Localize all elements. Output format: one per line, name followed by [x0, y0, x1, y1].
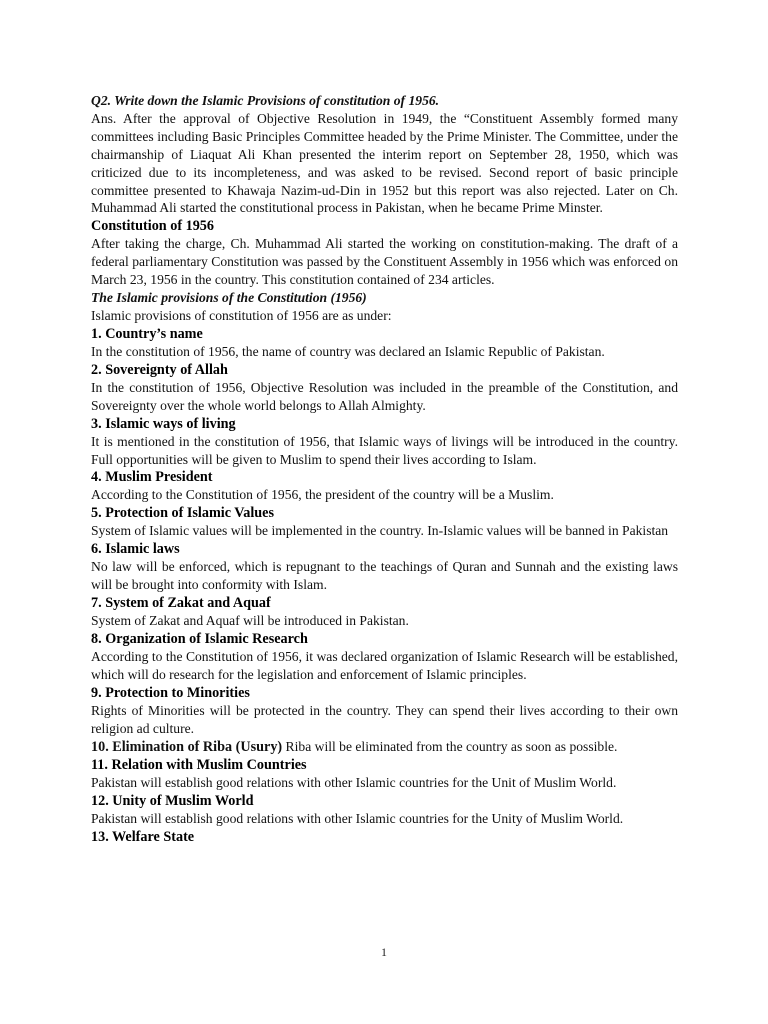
welfare-heading: 13. Welfare State [91, 829, 195, 846]
provisions-intro: Islamic provisions of constitution of 1956 are as under: [91, 307, 392, 323]
provision-text: According to the Constitution of 1956, the president of the country will be a Muslim. [91, 487, 554, 503]
provision-text: Rights of Minorities will be protected in the country. They can spend their lives according to their own religion ad culture. [91, 702, 678, 736]
provision-text: In the constitution of 1956, Objective Resolution was included in the preamble of the Constitution, and Sovereignty over the whole world belongs to Allah Almighty. [91, 379, 678, 413]
provision-text: According to the Constitution of 1956, it was declared organization of Islamic Research will be established, which will do research for the legislation and enforcement of Islamic principles. [91, 648, 678, 682]
provision-text: It is mentioned in the constitution of 1956, that Islamic ways of livings will be introduced in the country. Full opportunities will be given to Muslim to spend their lives according to Islam. [91, 433, 678, 467]
question-title: Q2. Write down the Islamic Provisions of constitution of 1956. [91, 93, 440, 108]
provision-text: System of Zakat and Aquaf will be introduced in Pakistan. [91, 613, 409, 629]
answer-intro-paragraph: Ans. After the approval of Objective Resolution in 1949, the “Constituent Assembly formed many committees including Basic Principles Committee headed by the Prime Minister. The Committee, under the chairmanship of Liaquat Ali Khan presented the interim report on September 28, 1950, which was criticized due to its incompleteness, and was asked to be revised. Second report of basic principle committee presented to Khawaja Nazim-ud-Din in 1952 but this report was also rejected. Later on Ch. Muhammad Ali started the constitutional process in Pakistan, when he became Prime Minster. [91, 110, 678, 216]
riba-paragraph [91, 738, 678, 757]
provision-text: Pakistan will establish good relations with other Islamic countries for the Unit of Muslim World. [91, 775, 617, 791]
document-body [91, 92, 678, 846]
provision-text: In the constitution of 1956, the name of country was declared an Islamic Republic of Pakistan. [91, 343, 605, 359]
provision-heading: 12. Unity of Muslim World [91, 793, 254, 810]
provisions-heading: The Islamic provisions of the Constitution (1956) [91, 290, 367, 306]
provision-heading: 8. Organization of Islamic Research [91, 630, 308, 647]
provision-text: Pakistan will establish good relations with other Islamic countries for the Unity of Muslim World. [91, 811, 624, 827]
provision-text: System of Islamic values will be implemented in the country. In-Islamic values will be banned in Pakistan [91, 523, 669, 539]
provision-heading: 3. Islamic ways of living [91, 415, 236, 432]
provision-heading: 7. System of Zakat and Aquaf [91, 595, 271, 612]
page-number: 1 [381, 945, 387, 959]
provision-heading: 1. Country’s name [91, 325, 203, 342]
provision-heading: 4. Muslim President [91, 469, 213, 486]
provision-heading: 5. Protection of Islamic Values [91, 505, 274, 522]
provision-heading: 6. Islamic laws [91, 541, 180, 558]
constitution-paragraph: After taking the charge, Ch. Muhammad Ali started the working on constitution-making. The draft of a federal parliamentary Constitution was passed by the Constituent Assembly in 1956 which was enforced on March 23, 1956 in the country. This constitution contained of 234 articles. [91, 236, 678, 288]
provision-text: No law will be enforced, which is repugnant to the teachings of Quran and Sunnah and the existing laws will be brought into conformity with Islam. [91, 559, 678, 593]
riba-text: Riba will be eliminated from the country as soon as possible. [282, 738, 618, 754]
riba-heading: 10. Elimination of Riba (Usury) [91, 738, 283, 755]
provision-heading: 2. Sovereignty of Allah [91, 361, 228, 378]
constitution-heading: Constitution of 1956 [91, 218, 214, 235]
provision-heading: 9. Protection to Minorities [91, 684, 250, 701]
provision-heading: 11. Relation with Muslim Countries [91, 757, 307, 774]
